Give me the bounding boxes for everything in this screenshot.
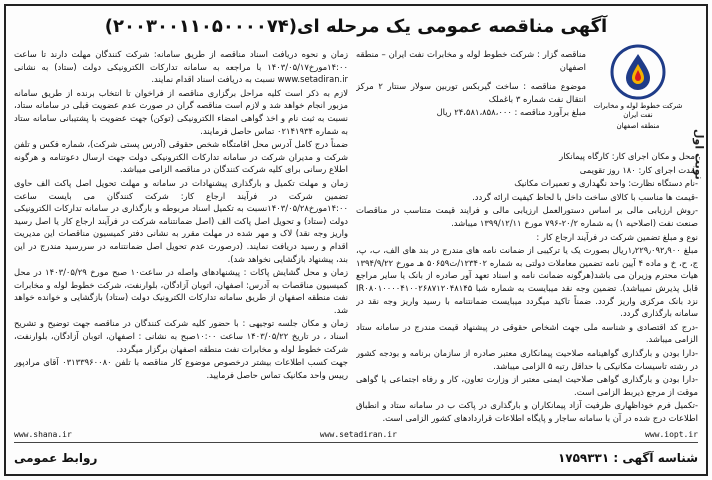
right-column [356, 150, 698, 440]
paragraph: مبلغ ۱٫۲۲۹٫۰۹۲٫۹۰۰ریال بصورت یک یا ترکیبی از ضمانت نامه های مندرج در بند های الف، ب، پ، ج، ح، خ و ماده ۴ آیین نامه تضمین معاملات دولتی به شماره ۱۲۳۴۰۲/ت۵۰۶۵۹ هـ مورخ ۱۳۹۴/۹/۲۲ هیات محترم وزیران می باشد(هرگونه ضمانت نامه و اسناد تعهد آور صادره از بانک یا سایر مراجع قابل پذیرش نمیباشد). تضمین وجه نقد میبایست به شماره شبا IR۰۸۰۱۰۰۰۰۴۱۰۰۲۶۸۷۱۲۰۴۸۱۴۵ نزد بانک مرکزی واریز گردد. ضمناً تاکید میگردد میبایست ضمانتنامه با رسید واریز وجه نقد در سامانه بارگذاری گردد. [356, 245, 698, 319]
tenderer-line: مناقصه گزار : شرکت خطوط لوله و مخابرات نفت ایران – منطقه اصفهان [356, 49, 586, 72]
edition-label: نوبت اول [692, 128, 706, 180]
website-row [14, 430, 698, 442]
paragraph: زمان و نحوه دریافت اسناد مناقصه از طریق سامانه: شرکت کنندگان مهلت دارند تا ساعت ۱۴:۰۰مورخ۱۴۰۳/۰۵/۱۷ با مراجعه به سامانه تدارکات الکترونیکی دولت (ستاد) به نشانی www.setadiran.ir نسبت به دریافت اسناد اقدام نمایند. [14, 49, 348, 85]
paragraph: زمان و مهلت تکمیل و بارگذاری پیشنهادات در سامانه و مهلت تحویل اصل پاکت الف حاوی تضمین شرکت در فرآیند ارجاع کار: شرکت کنندگان می بایست ساعت ۱۴:۰۰مورخ۱۴۰۳/۰۵/۲۸نسبت به تکمیل اسناد مربوطه و بارگذاری در سامانه تدارکات الکترونیکی دولت (ستاد) و تحویل اصل پاکت الف (اصل ضمانتنامه شرکت در فرآیند ارجاع کار یا اصل رسید واریز وجه نقد) لاک و مهر شده در مهلت مقرر به نشانی دفتر کمیسیون مناقصات این مدیریت اقدام و رسید دریافت نمایند. (درصورت عدم تحویل اصل ضمانتنامه در سررسید مندرج در این بند، پیشنهاد بازگشایی نخواهد شد). [14, 177, 348, 264]
footer-divider [14, 442, 698, 443]
estimate-line: مبلغ برآورد مناقصه : ۲۴،۵۸۱،۸۵۸،۰۰۰ ریال [436, 107, 586, 118]
paragraph: -دارا بودن و بارگذاری گواهی صلاحیت ایمنی معتبر از وزارت تعاون، کار و رفاه اجتماعی یا گواهی موقت از مرجع ذیربط الزامی است. [356, 374, 698, 397]
paragraph: -روش ارزیابی مالی بر اساس دستورالعمل ارزیابی مالی و فرایند قیمت متناسب در مناقصات صنعت نفت (اصلاحیه ۱) به شماره ۲۰/۲-۷۹۶ مورخ ۱۳۹۹/۱۲/۱۱ میباشد. [356, 205, 698, 228]
footer [14, 446, 698, 470]
paragraph: جهت کسب اطلاعات بیشتر درخصوص موضوع کار مناقصه با تلفن ۰۳۱۳۳۹۶۰۰۸۰ آقای مرادپور رییس واحد مکانیک تماس حاصل فرمایید. [14, 357, 348, 380]
paragraph: -مدت اجرای کار: ۱۸۰ روز تقویمی [579, 164, 698, 175]
paragraph: ضمناً درج کامل آدرس محل اقامتگاه شخص حقوقی (آدرس پستی شرکت)، شماره فکس و تلفن شرکت و مدیران شرکت در سامانه تدارکات الکترونیکی دولت جهت ارسال دعوتنامه و هرگونه اطلاع رسانی برای کلیه شرکت کنندگان در مناقصه الزامی میباشد. [14, 139, 348, 175]
notice-id: شناسه آگهی : ۱۷۵۹۳۳۱ [557, 451, 698, 465]
oil-drop-emblem-icon [610, 44, 666, 100]
paragraph: -نام دستگاه نظارت: واحد نگهداری و تعمیرات مکانیک [514, 178, 698, 189]
paragraph: زمان و محل گشایش پاکات : پیشنهادهای واصله در ساعت۱۰ صبح مورخ ۱۴۰۳/۰۵/۲۹ در محل کمیسیون مناقصات به آدرس: اصفهان، اتوبان آزادگان، بلوارنفت، شرکت خطوط لوله و مخابرات نفت منطقه اصفهان از طریق سامانه تدارکات الکترونیک دولت (ستاد) بازگشایی و خوانده خواهد شد. [14, 267, 348, 315]
subject-block [356, 80, 586, 148]
paragraph: نوع و مبلغ تضمین شرکت در فرآیند ارجاع کار : [536, 231, 698, 242]
left-column [14, 48, 348, 438]
paragraph: -قیمت ها مناسب با کالای ساخت داخل با لحاظ کیفیت ارائه گردد. [472, 191, 698, 202]
paragraph: -درج کد اقتصادی و شناسه ملی جهت اشخاص حقوقی در پیشنهاد قیمت مندرج در سامانه ستاد الزامی میباشد. [356, 321, 698, 345]
logo-org-line2: منطقه اصفهان [616, 122, 660, 130]
subject-line: موضوع مناقصه : ساخت گیربکس توربین سولار سنتار ۲ مرکز انتقال نفت شماره ۳ باغملک [356, 81, 586, 104]
website-iopt[interactable]: www.iopt.ir [645, 430, 698, 439]
paragraph: -محل و مکان اجرای کار: کارگاه پیمانکار [559, 151, 698, 161]
public-relations-label: روابط عمومی [14, 451, 98, 465]
tenderer-block [356, 48, 586, 76]
website-setadiran[interactable]: www.setadiran.ir [319, 430, 397, 439]
website-shana[interactable]: www.shana.ir [14, 430, 72, 439]
notice-title: آگهی مناقصه عمومی یک مرحله ای(۲۰۰۳۰۰۱۱۰۵۰۰۰۰۷۴) [104, 16, 608, 37]
paragraph: -تکمیل فرم خوداظهاری ظرفیت آزاد پیمانکاران و بارگذاری در پاکت ب در سامانه ستاد و انطباق اطلاعات درج شده در آن با سامانه ساجار و پایگاه اطلاعات قراردادهای کشور الزامی است. [356, 400, 698, 423]
logo-org-line1: شرکت خطوط لوله و مخابرات نفت ایران [593, 102, 683, 119]
paragraph: -دارا بودن و بارگذاری گواهینامه صلاحیت پیمانکاری معتبر صادره از سازمان برنامه و بودجه کشور در رشته تاسیسات مکانیکی با حداقل رتبه ۵ الزامی میباشد. [356, 347, 698, 371]
paragraph: زمان و مکان جلسه توجیهی : با حضور کلیه شرکت کنندگان در مناقصه جهت توضیح و تشریح اسناد ، در تاریخ ۱۴۰۳/۰۵/۲۲ ساعت ۱۰:۰۰صبح به نشانی : اصفهان، اتوبان آزادگان، بلوارنفت، شرکت خطوط لوله و مخابرات نفت منطقه اصفهان برگزار میگردد. [14, 318, 348, 354]
paragraph: لازم به ذکر است کلیه مراحل برگزاری مناقصه از فراخوان تا انتخاب برنده از طریق سامانه مزبور انجام خواهد شد و لازم است مناقصه گران در صورت عدم عضویت قبلی در سامانه ستاد، نسبت به ثبت نام و اخذ گواهی امضاء الکترونیکی (توکن) جهت عضویت با پشتیبانی سامانه ستاد به شماره ۰۲۱۴۱۹۳۴ تماس حاصل فرمایند. [14, 87, 348, 136]
company-logo [590, 44, 686, 144]
